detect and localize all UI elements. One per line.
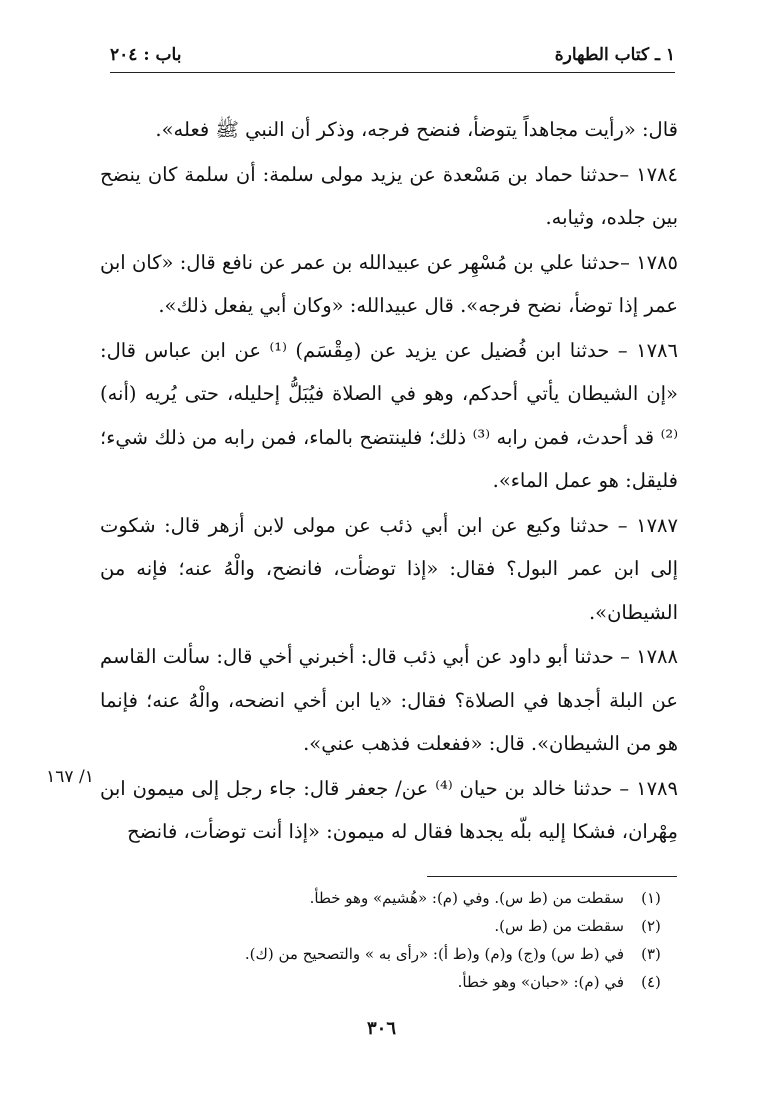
footnote — [180, 968, 668, 996]
footnote-number: (٣) — [641, 945, 661, 963]
main-text — [100, 108, 678, 854]
footnote — [180, 940, 668, 968]
footnotes — [180, 884, 668, 996]
footnote-text: في (ط س) و(ج) و(م) و(ط أ): «رأى به » والتصحيح من (ك). — [244, 945, 624, 963]
footnote-text: في (م): «حبان» وهو خطأ. — [457, 973, 624, 991]
hadith-1787: ١٧٨٧ – حدثنا وكيع عن ابن أبي ذئب عن مولى لابن أزهر قال: شكوت إلى ابن عمر البول؟ فقال: «إذا توضأت، فانضح، والْهُ عنه؛ فإنه من الشيطان». — [100, 513, 678, 624]
hadith-1785: ١٧٨٥ –حدثنا علي بن مُسْهِر عن عبيدالله بن عمر عن نافع قال: «كان ابن عمر إذا توضأ، نضح فرجه». قال عبيدالله: «وكان أبي يفعل ذلك». — [100, 250, 678, 317]
chapter-label: باب : ٢٠٤ — [110, 45, 182, 65]
book-title: ١ ـ كتاب الطهارة — [554, 45, 675, 65]
footnote-number: (٢) — [641, 917, 661, 935]
hadith-1786: ١٧٨٦ – حدثنا ابن فُضيل عن يزيد عن (مِقْسَم) ⁽¹⁾ عن ابن عباس قال: «إن الشيطان يأتي أحدكم، وهو في الصلاة فيُبَلُّ إحليله، حتى يُريه (أنه) ⁽²⁾ قد أحدث، فمن رابه ⁽³⁾ ذلك؛ فلينتضح بالماء، فمن رابه من ذلك شيء؛ فليقل: هو عمل الماء». — [100, 338, 678, 492]
hadith-1784: ١٧٨٤ –حدثنا حماد بن مَسْعدة عن يزيد مولى سلمة: أن سلمة كان ينضح بين جلده، وثيابه. — [100, 162, 678, 229]
footnote-text: سقطت من (ط س). — [494, 917, 624, 935]
footnote-text: سقطت من (ط س). وفي (م): «هُشيم» وهو خطأ. — [309, 889, 624, 907]
paragraph: قال: «رأيت مجاهداً يتوضأ، فنضح فرجه، وذكر أن النبي ﷺ فعله». — [155, 118, 678, 141]
footnote-number: (٤) — [641, 973, 661, 991]
footnote — [180, 884, 668, 912]
margin-folio-note: ١/ ١٦٧ — [46, 767, 94, 787]
footnote — [180, 912, 668, 940]
hadith-1789: ١٧٨٩ – حدثنا خالد بن حيان ⁽⁴⁾ عن/ جعفر قال: جاء رجل إلى ميمون ابن مِهْران، فشكا إليه بلّه يجدها فقال له ميمون: «إذا أنت توضأت، فانضح — [100, 776, 678, 843]
page-number: ٣٠٦ — [366, 1018, 396, 1039]
hadith-1788: ١٧٨٨ – حدثنا أبو داود عن أبي ذئب قال: أخبرني أخي قال: سألت القاسم عن البلة أجدها في الصلاة؟ فقال: «يا ابن أخي انضحه، والْهُ عنه؛ فإنما هو من الشيطان». قال: «ففعلت فذهب عني». — [100, 645, 678, 755]
footnote-divider — [427, 876, 677, 877]
running-header — [110, 38, 675, 73]
footnote-number: (١) — [641, 889, 661, 907]
